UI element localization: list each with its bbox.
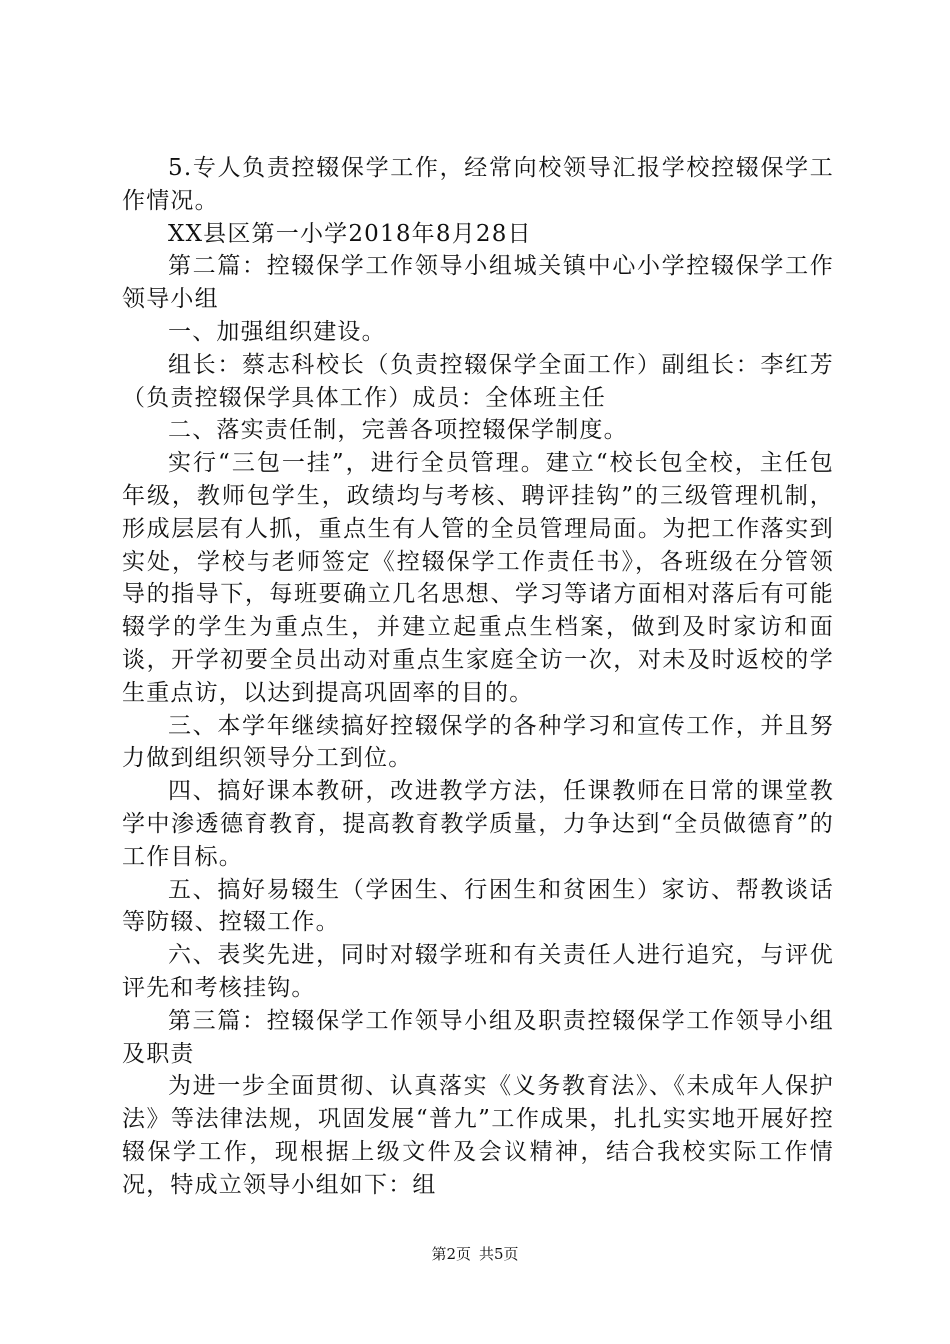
document-body xyxy=(122,152,834,1202)
page-count: 共5页 xyxy=(479,1245,519,1263)
paragraph-item-1: 5.专人负责控辍保学工作，经常向校领导汇报学校控辍保学工作情况。 xyxy=(122,155,834,214)
section-heading-part-three: 第三篇：控辍保学工作领导小组及职责控辍保学工作领导小组及职责 xyxy=(122,1007,834,1067)
paragraph-rewards: 六、表奖先进，同时对辍学班和有关责任人进行追究，与评优评先和考核挂钩。 xyxy=(122,942,834,1001)
page-footer xyxy=(0,1244,950,1264)
paragraph-implementation: 为进一步全面贯彻、认真落实《义务教育法》、《未成年人保护法》等法律法规，巩固发展“普九”工作成果，扎扎实实地开展好控辍保学工作，现根据上级文件及会议精神，结合我校实际工作情况，特成立领导小组如下：组 xyxy=(122,1073,834,1198)
school-signature-date: XX县区第一小学2018年8月28日 xyxy=(168,220,532,247)
paragraph-management: 实行“三包一挂”，进行全员管理。建立“校长包全校，主任包年级，教师包学生，政绩均与考核、聘评挂钩”的三级管理机制，形成层层有人抓，重点生有人管的全员管理局面。为把工作落实到实处，学校与老师签定《控辍保学工作责任书》，各班级在分管领导的指导下，每班要确立几名思想、学习等诸方面相对落后有可能辍学的学生为重点生，并建立起重点生档案，做到及时家访和面谈，开学初要全员出动对重点生家庭全访一次，对未及时返校的学生重点访，以达到提高巩固率的目的。 xyxy=(122,450,834,706)
section-heading-part-two: 第二篇：控辍保学工作领导小组城关镇中心小学控辍保学工作领导小组 xyxy=(122,253,834,313)
paragraph-organization: 一、加强组织建设。 xyxy=(168,318,386,345)
page-number: 第2页 xyxy=(431,1245,471,1263)
paragraph-publicity: 三、本学年继续搞好控辍保学的各种学习和宣传工作，并且努力做到组织领导分工到位。 xyxy=(122,712,834,772)
paragraph-responsibility: 二、落实责任制，完善各项控辍保学制度。 xyxy=(168,417,628,444)
paragraph-teaching: 四、搞好课本教研，改进教学方法，任课教师在日常的课堂教学中渗透德育教育，提高教育教学质量，力争达到“全员做德育”的工作目标。 xyxy=(122,778,834,870)
paragraph-group-members: 组长：蔡志科校长（负责控辍保学全面工作）副组长：李红芳（负责控辍保学具体工作）成员：全体班主任 xyxy=(122,351,834,411)
paragraph-home-visits: 五、搞好易辍生（学困生、行困生和贫困生）家访、帮教谈话等防辍、控辍工作。 xyxy=(122,876,834,936)
